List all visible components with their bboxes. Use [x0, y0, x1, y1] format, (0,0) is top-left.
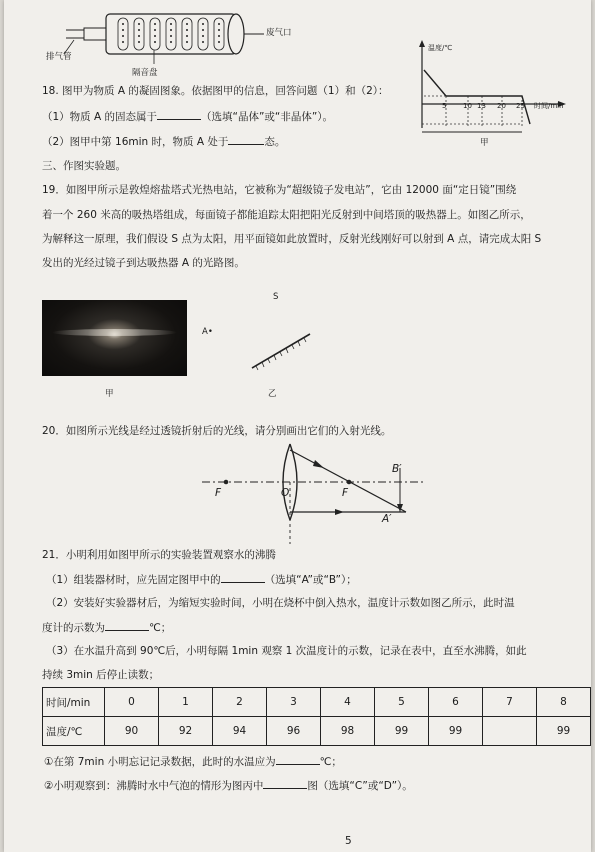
- graph-tick-25: 25: [516, 102, 525, 110]
- q19-line1: 19．如图甲所示是敦煌熔盐塔式光热电站，它被称为“超级镜子发电站”，它由 12000 面“定日镜”围绕: [42, 184, 517, 196]
- table-cell: 92: [159, 717, 213, 746]
- focal-point-right-label: F: [342, 487, 349, 499]
- table-row: [43, 717, 591, 746]
- q21-stem: 21．小明利用如图甲所示的实验装置观察水的沸腾: [42, 549, 276, 561]
- point-a-prime-label: A′: [382, 513, 392, 525]
- q19-line4: 发出的光经过镜子到达吸热器 A 的光路图。: [42, 257, 245, 269]
- temperature-table: [42, 687, 591, 746]
- table-cell: 7: [483, 688, 537, 717]
- table-cell: 99: [429, 717, 483, 746]
- graph-tick-20: 20: [497, 102, 506, 110]
- q21-answer1-blank[interactable]: [221, 572, 265, 583]
- q19-label-a: A•: [202, 327, 213, 337]
- table-cell: 1: [159, 688, 213, 717]
- muffler-disc-label: 隔音盘: [132, 68, 158, 78]
- table-cell: 6: [429, 688, 483, 717]
- q19-line3: 为解释这一原理，我们假设 S 点为太阳，用平面镜如此放置时，反射光线刚好可以射到 A 点，请完成太阳 S: [42, 233, 542, 245]
- q18-answer2-blank[interactable]: [228, 134, 264, 145]
- muffler-diagram: [44, 8, 304, 68]
- table-cell: 90: [105, 717, 159, 746]
- q21-part2-line1: （2）安装好实验器材后，为缩短实验时间，小明在烧杯中倒入热水，温度计示数如图乙所示，此时温: [46, 597, 515, 609]
- graph-x-label: 时间/min: [534, 102, 564, 110]
- point-b-prime-label: B′: [392, 463, 402, 475]
- exhaust-outlet-label: 废气口: [266, 28, 292, 38]
- q21-part3-line1: （3）在水温升高到 90℃后，小明每隔 1min 观察 1 次温度计的示数，记录在表中，直至水沸腾，如此: [46, 645, 527, 657]
- table-cell: 3: [267, 688, 321, 717]
- q18-part2: （2）图甲中第 16min 时，物质 A 处于 态。: [42, 136, 286, 148]
- graph-tick-13: 13: [477, 102, 486, 110]
- table-cell: 99: [537, 717, 591, 746]
- convex-lens-diagram: [194, 438, 434, 548]
- q19-caption-yi: 乙: [268, 389, 277, 399]
- table-row: [43, 688, 591, 717]
- q19-caption-jia: 甲: [105, 389, 114, 399]
- exhaust-pipe-label: 排气管: [46, 52, 72, 62]
- exam-page: [4, 0, 591, 852]
- q21-part1: （1）组装器材时，应先固定图甲中的 （选填“A”或“B”）；: [46, 574, 357, 586]
- table-header-time: 时间/min: [43, 688, 105, 717]
- q21-answer2-blank[interactable]: [105, 620, 149, 631]
- table-header-temp: 温度/℃: [43, 717, 105, 746]
- table-cell: 96: [267, 717, 321, 746]
- q21-sub2: ②小明观察到：沸腾时水中气泡的情形为图丙中 图（选填“C”或“D”）。: [44, 780, 413, 792]
- table-cell: 94: [213, 717, 267, 746]
- plane-mirror: [246, 330, 316, 372]
- table-cell: 8: [537, 688, 591, 717]
- q18-answer1-blank[interactable]: [157, 109, 201, 120]
- graph-tick-5: 5: [442, 102, 447, 110]
- table-cell: 99: [375, 717, 429, 746]
- table-cell: 5: [375, 688, 429, 717]
- q21-sub2-blank[interactable]: [263, 778, 307, 789]
- page-number: 5: [345, 835, 352, 847]
- focal-point-left-label: F: [215, 487, 222, 499]
- q21-part2-line2: 度计的示数为 ℃；: [42, 622, 172, 634]
- graph-caption: 甲: [480, 138, 489, 148]
- graph-y-label: 温度/℃: [428, 44, 453, 52]
- table-cell-blank[interactable]: [483, 717, 537, 746]
- table-cell: 0: [105, 688, 159, 717]
- q18-stem: 18. 图甲为物质 A 的凝固图象。依据图甲的信息，回答问题（1）和（2）：: [42, 85, 389, 97]
- q21-part3-line2: 持续 3min 后停止读数；: [42, 669, 160, 681]
- solar-plant-photo: [42, 300, 187, 376]
- table-cell: 4: [321, 688, 375, 717]
- q19-label-s: S: [273, 292, 279, 302]
- q21-sub1: ①在第 7min 小明忘记记录数据，此时的水温应为 ℃；: [44, 756, 342, 768]
- q20-stem: 20．如图所示光线是经过透镜折射后的光线，请分别画出它们的入射光线。: [42, 425, 392, 437]
- q21-sub1-blank[interactable]: [276, 754, 320, 765]
- solidification-graph: [410, 40, 570, 140]
- optical-center-label: O: [281, 487, 290, 499]
- table-cell: 2: [213, 688, 267, 717]
- table-cell: 98: [321, 717, 375, 746]
- graph-tick-10: 10: [463, 102, 472, 110]
- q19-line2: 着一个 260 米高的吸热塔组成，每面镜子都能追踪太阳把阳光反射到中间塔顶的吸热器上。如图乙所示，: [42, 209, 531, 221]
- section-3-title: 三、作图实验题。: [42, 160, 126, 172]
- q18-part1: （1）物质 A 的固态属于 （选填“晶体”或“非晶体”）。: [42, 111, 334, 123]
